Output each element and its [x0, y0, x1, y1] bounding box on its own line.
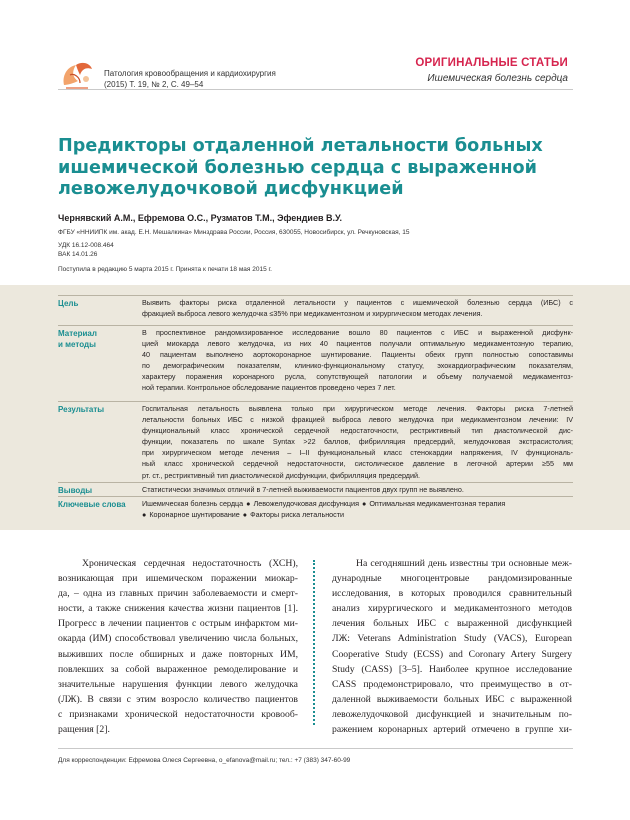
text-line: по демографическим показателям, клинико-функциональному статусу, эхокардиографическим показателям,: [142, 361, 573, 371]
journal-name: Патология кровообращения и кардиохирургия: [104, 69, 276, 78]
body-line: На сегодняшний день известны три основные меж-: [356, 558, 572, 569]
bullet-icon: ●: [242, 510, 248, 520]
keywords-list: [142, 498, 573, 520]
body-line: ражением коронарных артерий отмечено в группе хи-: [332, 724, 572, 736]
body-column-right: [332, 556, 572, 737]
bullet-icon: ●: [246, 499, 251, 508]
authors: Чернявский А.М., Ефремова О.С., Рузматов Т.М., Эфендиев В.У.: [58, 213, 342, 223]
body-line: выживших после обширных и даже повторных ИМ,: [58, 648, 298, 660]
title-line: левожелудочковой дисфункцией: [58, 179, 404, 199]
text-line: цией миокарда левого желудочка, из них 40 пациентов получали оптимальную медикаментозную терапию,: [142, 339, 573, 349]
body-line: CASS продемонстрировало, что преимущество в от-: [332, 678, 572, 690]
abstract-label: [58, 328, 138, 350]
body-line: исследования, в которых проводился сравнительный: [332, 588, 572, 600]
classification-codes: [58, 241, 114, 259]
abstract-text: [142, 403, 573, 481]
body-line: возникающая при ишемическом поражении миокар-: [58, 573, 298, 585]
header-divider: [58, 89, 573, 90]
journal-logo-icon: [58, 55, 98, 93]
body-column-left: [58, 556, 298, 737]
body-line: значительные нарушения функции левого желудочка: [58, 678, 298, 690]
text-line: фракцией выброса левого желудочка ≤35% при медикаментозном и хирургическом методах лечения.: [142, 309, 483, 319]
text-line: Госпитальная летальность выявлена только при хирургическом методе лечения. Факторы риска 7-летней: [142, 404, 573, 413]
text-line: функции, показатель по шкале Syntax >22 баллов, фибрилляция предсердий, желудочковая экстрасистолия;: [142, 437, 573, 447]
abstract-results-row: [58, 401, 573, 483]
title-line: ишемической болезнью сердца с выраженной: [58, 157, 537, 178]
body-line: дународные многоцентровые рандомизированные: [332, 573, 572, 585]
text-line: Статистически значимых отличий в 7-летней выживаемости пациентов двух групп не выявлено.: [142, 485, 464, 494]
abstract-goal-row: [58, 295, 573, 326]
abstract-methods-row: [58, 325, 573, 402]
text-line: рт. ст., рестриктивный тип диастолической дисфункции, фибрилляция предсердий.: [142, 470, 421, 480]
keyword: Коронарное шунтирование: [149, 510, 240, 520]
subsection-title: Ишемическая болезнь сердца: [427, 73, 568, 84]
column-divider: [313, 560, 315, 725]
section-title: ОРИГИНАЛЬНЫЕ СТАТЬИ: [415, 57, 568, 69]
text-line: ный класс хронической сердечной недостаточности, систолическое давление в легочной артерии ≥55 мм: [142, 459, 573, 469]
abstract-text: [142, 327, 573, 394]
vak-code: ВАК 14.01.26: [58, 251, 98, 258]
udk-code: УДК 16.12-008.464: [58, 242, 114, 249]
keyword: Ишемическая болезнь сердца: [142, 499, 244, 508]
text-line: функциональный класс хронической сердечной недостаточности, рестриктивный тип диастолической дис-: [142, 426, 573, 436]
keyword: Левожелудочковая дисфункция: [253, 499, 359, 508]
abstract-text: [142, 297, 573, 319]
body-line: даленной выживаемости больных ИБС с выраженной: [332, 693, 572, 705]
abstract-conclusions-row: [58, 482, 573, 497]
label-line: Материал: [58, 329, 97, 338]
body-line: Прогресс в лечении пациентов с острым инфарктом ми-: [58, 618, 298, 630]
body-line: ращения [2].: [58, 724, 110, 736]
footer-divider: [58, 748, 573, 749]
text-line: летальности больных ИБС с низкой фракцией выброса левого желудочка при медикаментозном лечении: IV: [142, 415, 573, 425]
text-line: при хирургическом методе лечения – I–II функциональный класс стенокардии напряжения, IV функциональ-: [142, 448, 573, 458]
abstract-label: Выводы: [58, 486, 93, 495]
abstract-keywords-row: [58, 496, 573, 527]
bullet-icon: ●: [361, 499, 367, 508]
body-line: повлекших за собой выраженное ремоделирование и: [58, 663, 298, 675]
keywords-line: [142, 509, 573, 520]
body-line: окарда (ИМ) способствовал увеличению числа больных,: [58, 633, 298, 645]
abstract-text: [142, 484, 573, 495]
body-line: да, – одна из главных причин заболеваемости и смерт-: [58, 588, 298, 600]
bullet-icon: ●: [142, 510, 147, 520]
journal-citation: [104, 68, 276, 90]
article-title: [58, 136, 578, 201]
title-line: Предикторы отдаленной летальности больных: [58, 136, 543, 156]
text-line: 40 пациентам выполнено аортокоронарное шунтирование. Пациенты обеих групп полностью сопоставимы: [142, 350, 573, 360]
keywords-line: [142, 498, 573, 509]
abstract-label: Результаты: [58, 405, 105, 414]
text-line: характеру поражения коронарного русла, сопутствующей патологии и объему получаемой медикаментоз-: [142, 372, 573, 382]
body-line: лечения больных ИБС с выраженной дисфункцией: [332, 618, 572, 630]
text-line: ной терапии. Контрольное обследование пациентов проведено через 7 лет.: [142, 383, 396, 393]
body-line: ЛЖ: Veterans Administration Study (VACS), European: [332, 633, 572, 645]
journal-volume: (2015) Т. 19, № 2, С. 49–54: [104, 80, 204, 89]
abstract-block: [0, 285, 630, 530]
body-line: Cooperative Study (ECSS) and Coronary Artery Surgery: [332, 648, 572, 660]
text-line: В проспективное рандомизированное исследование вошло 80 пациентов с ИБС и выраженной дисфунк-: [142, 328, 573, 337]
body-line: с признаками хронической недостаточности кровооб-: [58, 708, 298, 720]
body-line: анализ хирургического и медикаментозного методов: [332, 603, 572, 615]
received-dates: Поступила в редакцию 5 марта 2015 г. Принята к печати 18 мая 2015 г.: [58, 266, 272, 273]
keyword: Факторы риска летальности: [250, 510, 345, 520]
body-line: (ЛЖ). В связи с этим возросло количество пациентов: [58, 693, 298, 705]
keyword: Оптимальная медикаментозная терапия: [369, 499, 506, 508]
correspondence-footer: Для корреспонденции: Ефремова Олеся Сергеевна, o_efanova@mail.ru; тел.: +7 (383) 347-60-99: [58, 757, 351, 764]
abstract-label: Цель: [58, 299, 79, 308]
text-line: Выявить факторы риска отдаленной летальности у пациентов с ишемической болезнью сердца (ИБС) с: [142, 298, 573, 307]
label-line: и методы: [58, 340, 96, 349]
body-line: ности, а также снижения качества жизни пациентов [1].: [58, 603, 298, 615]
affiliation: ФГБУ «ННИИПК им. акад. Е.Н. Мешалкина» Минздрава России, Россия, 630055, Новосибирск, ул. Речкуновская, 15: [58, 229, 410, 236]
body-line: Study (CASS) [3–5]. Наиболее крупное исследование: [332, 663, 572, 675]
abstract-label: Ключевые слова: [58, 500, 126, 509]
body-line: левожелудочковой дисфункцией и значительным по-: [332, 708, 572, 720]
body-line: Хроническая сердечная недостаточность (ХСН),: [82, 558, 298, 569]
